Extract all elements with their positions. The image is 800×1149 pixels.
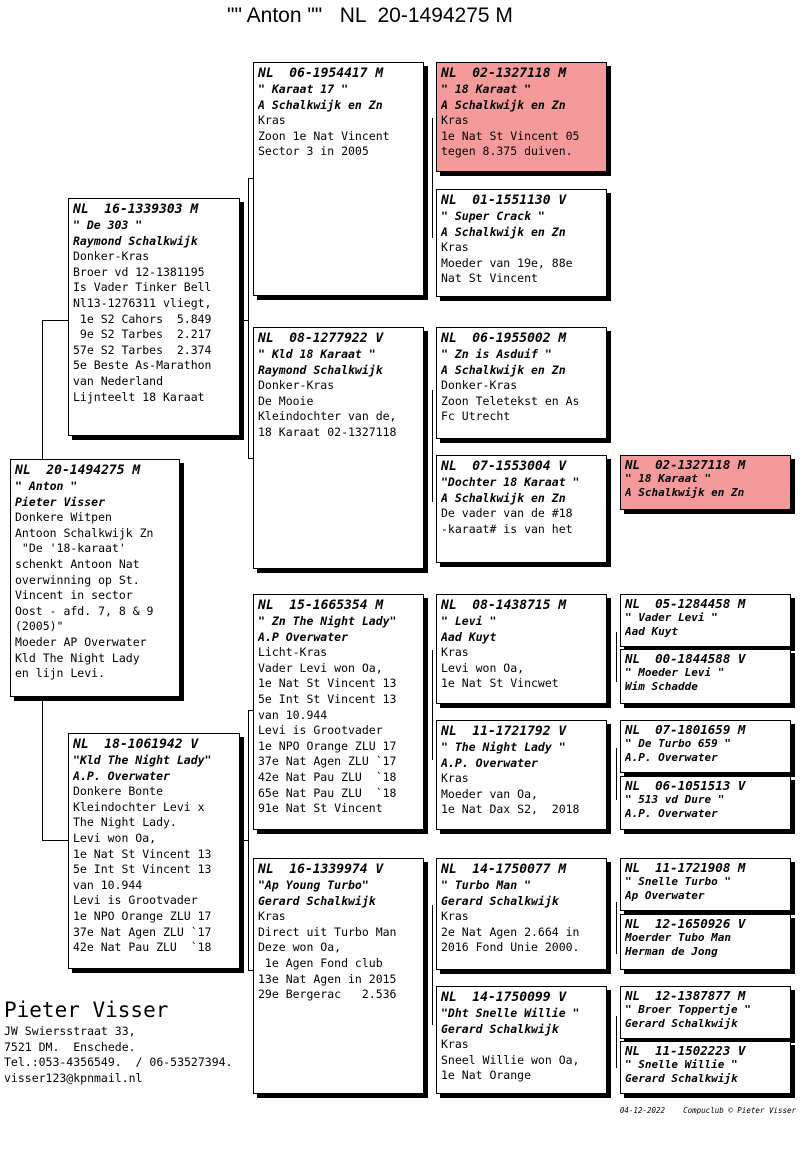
ring-number: NL 12-1387877 M	[625, 988, 746, 1003]
note: Kleindochter van de,	[258, 409, 397, 424]
connector	[42, 320, 43, 460]
ring-number: NL 12-1650926 V	[625, 916, 746, 931]
note: Lijnteelt 18 Karaat	[73, 389, 205, 404]
ring-number: NL 14-1750077 M	[441, 862, 567, 877]
note: 37e Nat Agen ZLU `17	[73, 924, 212, 939]
pigeon-card-dam-sire[interactable]	[253, 594, 424, 830]
note: 1e Nat St Vincwet	[441, 676, 559, 691]
connector	[432, 390, 433, 502]
connector	[432, 118, 433, 238]
note: De vader van de #18	[441, 506, 573, 521]
pigeon-card-subject[interactable]	[10, 459, 180, 697]
note: Antoon Schalkwijk Zn	[15, 525, 154, 540]
pigeon-name: " Super Crack "	[441, 209, 545, 223]
pigeon-name: " 18 Karaat "	[625, 472, 712, 485]
note: van 10.944	[73, 877, 143, 892]
note: Nl13-1276311 vliegt,	[73, 295, 212, 310]
note: Donkere Bonte	[73, 784, 164, 799]
breeder: Gerard Schalkwijk	[625, 1072, 738, 1085]
breeder: A.P. Overwater	[441, 755, 538, 770]
ring-number: NL 07-1553004 V	[441, 459, 567, 474]
note: 1e Nat Orange	[441, 1068, 532, 1083]
note: 5e Int St Vincent 13	[73, 862, 212, 877]
address-line: 7521 DM. Enschede.	[4, 1039, 136, 1054]
connector	[616, 748, 617, 800]
note: Kras	[441, 1037, 469, 1052]
note: 5e Beste As-Marathon	[73, 358, 212, 373]
pigeon-name: " De Turbo 659 "	[625, 737, 731, 750]
pigeon-card-sdd[interactable]	[436, 455, 607, 563]
breeder: Pieter Visser	[15, 494, 106, 509]
connector	[248, 178, 249, 458]
note: -karaat# is van het	[441, 521, 573, 536]
note: Donkere Witpen	[15, 510, 112, 525]
ring-number: NL 16-1339974 V	[258, 862, 384, 877]
connector	[248, 710, 249, 970]
note: Direct uit Turbo Man	[258, 924, 397, 939]
note: Fc Utrecht	[441, 409, 511, 424]
pigeon-card-dam-dam[interactable]	[253, 858, 424, 1094]
breeder: Gerard Schalkwijk	[625, 1017, 738, 1030]
pigeon-name: " Snelle Willie "	[625, 1058, 738, 1071]
pigeon-card-dsds[interactable]	[620, 720, 791, 773]
note: schenkt Antoon Nat	[15, 556, 140, 571]
note: Kras	[441, 240, 469, 255]
ring-number: NL 15-1665354 M	[258, 598, 384, 613]
note: Levi is Grootvader	[73, 893, 198, 908]
breeder: A.P Overwater	[258, 629, 349, 644]
pigeon-card-dsss[interactable]	[620, 594, 791, 647]
breeder: Raymond Schalkwijk	[258, 362, 383, 377]
note: The Night Lady.	[73, 815, 177, 830]
pigeon-name: "Dht Snelle Willie "	[441, 1006, 580, 1020]
note: Zoon Teletekst en As	[441, 393, 580, 408]
ring-number: NL 08-1277922 V	[258, 331, 384, 346]
note: 18 Karaat 02-1327118	[258, 424, 397, 439]
ring-number: NL 11-1721792 V	[441, 724, 567, 739]
ring-number: NL 16-1339303 M	[73, 202, 199, 217]
pigeon-card-sss[interactable]	[436, 62, 607, 172]
pigeon-card-sire-sire[interactable]	[253, 62, 424, 296]
pigeon-name: " Zn is Asduif "	[441, 347, 552, 361]
note: Kras	[258, 909, 286, 924]
breeder: Aad Kuyt	[441, 629, 497, 644]
page-title: "" Anton "" NL 20-1494275 M	[227, 4, 513, 27]
pigeon-name: " Levi "	[441, 614, 497, 628]
pigeon-name: "Kld The Night Lady"	[73, 753, 212, 767]
pigeon-card-dsd[interactable]	[436, 720, 607, 830]
ring-number: NL 01-1551130 V	[441, 193, 567, 208]
ring-number: NL 00-1844588 V	[625, 651, 746, 666]
breeder: A.P. Overwater	[73, 768, 170, 783]
note: 2e Nat Agen 2.664 in	[441, 924, 580, 939]
ring-number: NL 02-1327118 M	[625, 457, 746, 472]
connector	[240, 320, 248, 321]
footer-credit: 04-12-2022 Compuclub © Pieter Visser	[619, 1106, 796, 1115]
pigeon-name: " Moeder Levi "	[625, 666, 725, 679]
note: 5e Int St Vincent 13	[258, 691, 397, 706]
note: 1e Nat St Vincent 13	[73, 846, 212, 861]
pigeon-name: "Dochter 18 Karaat "	[441, 475, 580, 489]
connector	[432, 650, 433, 760]
pigeon-card-dssd[interactable]	[620, 649, 791, 704]
breeder: Gerard Schalkwijk	[258, 893, 376, 908]
pigeon-card-dsdd[interactable]	[620, 776, 791, 830]
connector	[616, 902, 617, 954]
address-line: Tel.:053-4356549. / 06-53527394.	[4, 1055, 233, 1069]
connector	[42, 320, 70, 321]
note: Vincent in sector	[15, 588, 133, 603]
email-link[interactable]: visser123@kpnmail.nl	[4, 1070, 143, 1085]
note: Moeder AP Overwater	[15, 634, 147, 649]
note: Levi won Oa,	[441, 660, 525, 675]
connector	[240, 840, 248, 841]
note: van Nederland	[73, 373, 164, 388]
ring-number: NL 06-1955002 M	[441, 331, 567, 346]
pigeon-card-sire[interactable]	[68, 198, 240, 436]
note: Vader Levi won Oa,	[258, 660, 383, 675]
note: Kras	[441, 909, 469, 924]
breeder: Ap Overwater	[625, 889, 705, 902]
pigeon-card-sds[interactable]	[436, 327, 607, 439]
ring-number: NL 20-1494275 M	[15, 463, 141, 478]
pigeon-card-dam[interactable]	[68, 733, 240, 969]
pigeon-name: " De 303 "	[73, 218, 143, 232]
pigeon-name: " Turbo Man "	[441, 878, 532, 892]
breeder: A.P. Overwater	[625, 751, 718, 764]
note: Donker-Kras	[73, 249, 150, 264]
note: Kleindochter Levi x	[73, 799, 205, 814]
note: 1e S2 Cahors 5.849	[73, 311, 212, 326]
ring-number: NL 08-1438715 M	[441, 598, 567, 613]
note: Sector 3 in 2005	[258, 144, 369, 159]
note: Nat St Vincent	[441, 271, 538, 286]
note: Moeder van 19e, 88e	[441, 255, 573, 270]
breeder: Aad Kuyt	[625, 625, 678, 638]
pigeon-card-sdds[interactable]	[620, 455, 791, 510]
note: Kras	[441, 645, 469, 660]
note: Broer vd 12-1381195	[73, 264, 205, 279]
note: 42e Nat Pau ZLU `18	[73, 940, 212, 955]
breeder: A Schalkwijk en Zn	[625, 486, 745, 499]
note: 13e Nat Agen in 2015	[258, 971, 397, 986]
breeder: A Schalkwijk en Zn	[441, 362, 566, 377]
connector	[432, 905, 433, 1025]
ring-number: NL 07-1801659 M	[625, 722, 746, 737]
note: 1e Nat St Vincent 13	[258, 676, 397, 691]
breeder: Herman de Jong	[625, 945, 718, 958]
note: Deze won Oa,	[258, 940, 342, 955]
note: 29e Bergerac 2.536	[258, 987, 397, 1002]
note: De Mooie	[258, 393, 314, 408]
ring-number: NL 18-1061942 V	[73, 737, 199, 752]
pigeon-card-sire-dam[interactable]	[253, 327, 424, 569]
pigeon-card-dddd[interactable]	[620, 1041, 791, 1094]
breeder: A Schalkwijk en Zn	[441, 97, 566, 112]
pigeon-name: " 18 Karaat "	[441, 82, 532, 96]
pigeon-name: Moerder Tubo Man	[625, 931, 731, 944]
ring-number: NL 06-1954417 M	[258, 66, 384, 81]
ring-number: NL 11-1721908 M	[625, 860, 746, 875]
connector	[616, 632, 617, 682]
note: Kld The Night Lady	[15, 650, 140, 665]
note: Sneel Willie won Oa,	[441, 1052, 580, 1067]
note: Levi is Grootvader	[258, 723, 383, 738]
note: Levi won Oa,	[73, 830, 157, 845]
breeder: A Schalkwijk en Zn	[441, 490, 566, 505]
owner-address	[4, 1024, 232, 1086]
pigeon-name: " Karaat 17 "	[258, 82, 349, 96]
note: 1e Nat St Vincent 05	[441, 128, 580, 143]
note: 1e Nat Dax S2, 2018	[441, 802, 580, 817]
pigeon-name: " Kld 18 Karaat "	[258, 347, 376, 361]
connector	[42, 700, 43, 840]
breeder: Gerard Schalkwijk	[441, 1021, 559, 1036]
note: Kras	[441, 771, 469, 786]
note: 37e Nat Agen ZLU `17	[258, 754, 397, 769]
breeder: A Schalkwijk en Zn	[258, 97, 383, 112]
note: Kras	[258, 113, 286, 128]
note: 9e S2 Tarbes 2.217	[73, 327, 212, 342]
breeder: Wim Schadde	[625, 680, 698, 693]
breeder: Raymond Schalkwijk	[73, 233, 198, 248]
pigeon-card-dds[interactable]	[436, 858, 607, 970]
pigeon-name: " 513 vd Dure "	[625, 793, 725, 806]
note: Zoon 1e Nat Vincent	[258, 128, 390, 143]
ring-number: NL 06-1051513 V	[625, 778, 746, 793]
note: 2016 Fond Unie 2000.	[441, 940, 580, 955]
note: tegen 8.375 duiven.	[441, 144, 573, 159]
ring-number: NL 14-1750099 V	[441, 990, 567, 1005]
breeder: Gerard Schalkwijk	[441, 893, 559, 908]
pigeon-card-ddds[interactable]	[620, 986, 791, 1039]
ring-number: NL 05-1284458 M	[625, 596, 746, 611]
breeder: A.P. Overwater	[625, 807, 718, 820]
ring-number: NL 11-1502223 V	[625, 1043, 746, 1058]
note: overwinning op St.	[15, 572, 140, 587]
note: Kras	[441, 113, 469, 128]
note: Donker-Kras	[258, 378, 335, 393]
address-line: JW Swiersstraat 33,	[4, 1024, 136, 1038]
note: 91e Nat St Vincent	[258, 801, 383, 816]
note: Donker-Kras	[441, 378, 518, 393]
note: 1e Agen Fond club	[258, 955, 383, 970]
note: Licht-Kras	[258, 645, 328, 660]
owner-name: Pieter Visser	[4, 998, 169, 1022]
ring-number: NL 02-1327118 M	[441, 66, 567, 81]
note: en lijn Levi.	[15, 666, 106, 681]
pigeon-card-dss[interactable]	[436, 594, 607, 704]
note: Is Vader Tinker Bell	[73, 280, 212, 295]
note: (2005)"	[15, 619, 64, 634]
pigeon-name: "Ap Young Turbo"	[258, 878, 369, 892]
breeder: A Schalkwijk en Zn	[441, 224, 566, 239]
pigeon-name: " Zn The Night Lady"	[258, 614, 397, 628]
pigeon-card-ddsd[interactable]	[620, 914, 791, 970]
note: 42e Nat Pau ZLU `18	[258, 769, 397, 784]
note: van 10.944	[258, 707, 328, 722]
connector	[42, 840, 70, 841]
note: "De '18-karaat'	[15, 541, 126, 556]
connector	[616, 1016, 617, 1068]
pigeon-name: " Anton "	[15, 479, 78, 493]
note: Moeder van Oa,	[441, 786, 538, 801]
note: 57e S2 Tarbes 2.374	[73, 342, 212, 357]
pigeon-card-ssd[interactable]	[436, 189, 607, 297]
pigeon-name: " Broer Toppertje "	[625, 1003, 751, 1016]
pigeon-card-ddd[interactable]	[436, 986, 607, 1094]
pigeon-name: " Vader Levi "	[625, 611, 718, 624]
note: 65e Nat Pau ZLU `18	[258, 785, 397, 800]
pigeon-name: " The Night Lady "	[441, 740, 566, 754]
note: Oost - afd. 7, 8 & 9	[15, 603, 154, 618]
pigeon-card-ddss[interactable]	[620, 858, 791, 911]
note: 1e NPO Orange ZLU 17	[73, 908, 212, 923]
pigeon-name: " Snelle Turbo "	[625, 875, 731, 888]
note: 1e NPO Orange ZLU 17	[258, 738, 397, 753]
